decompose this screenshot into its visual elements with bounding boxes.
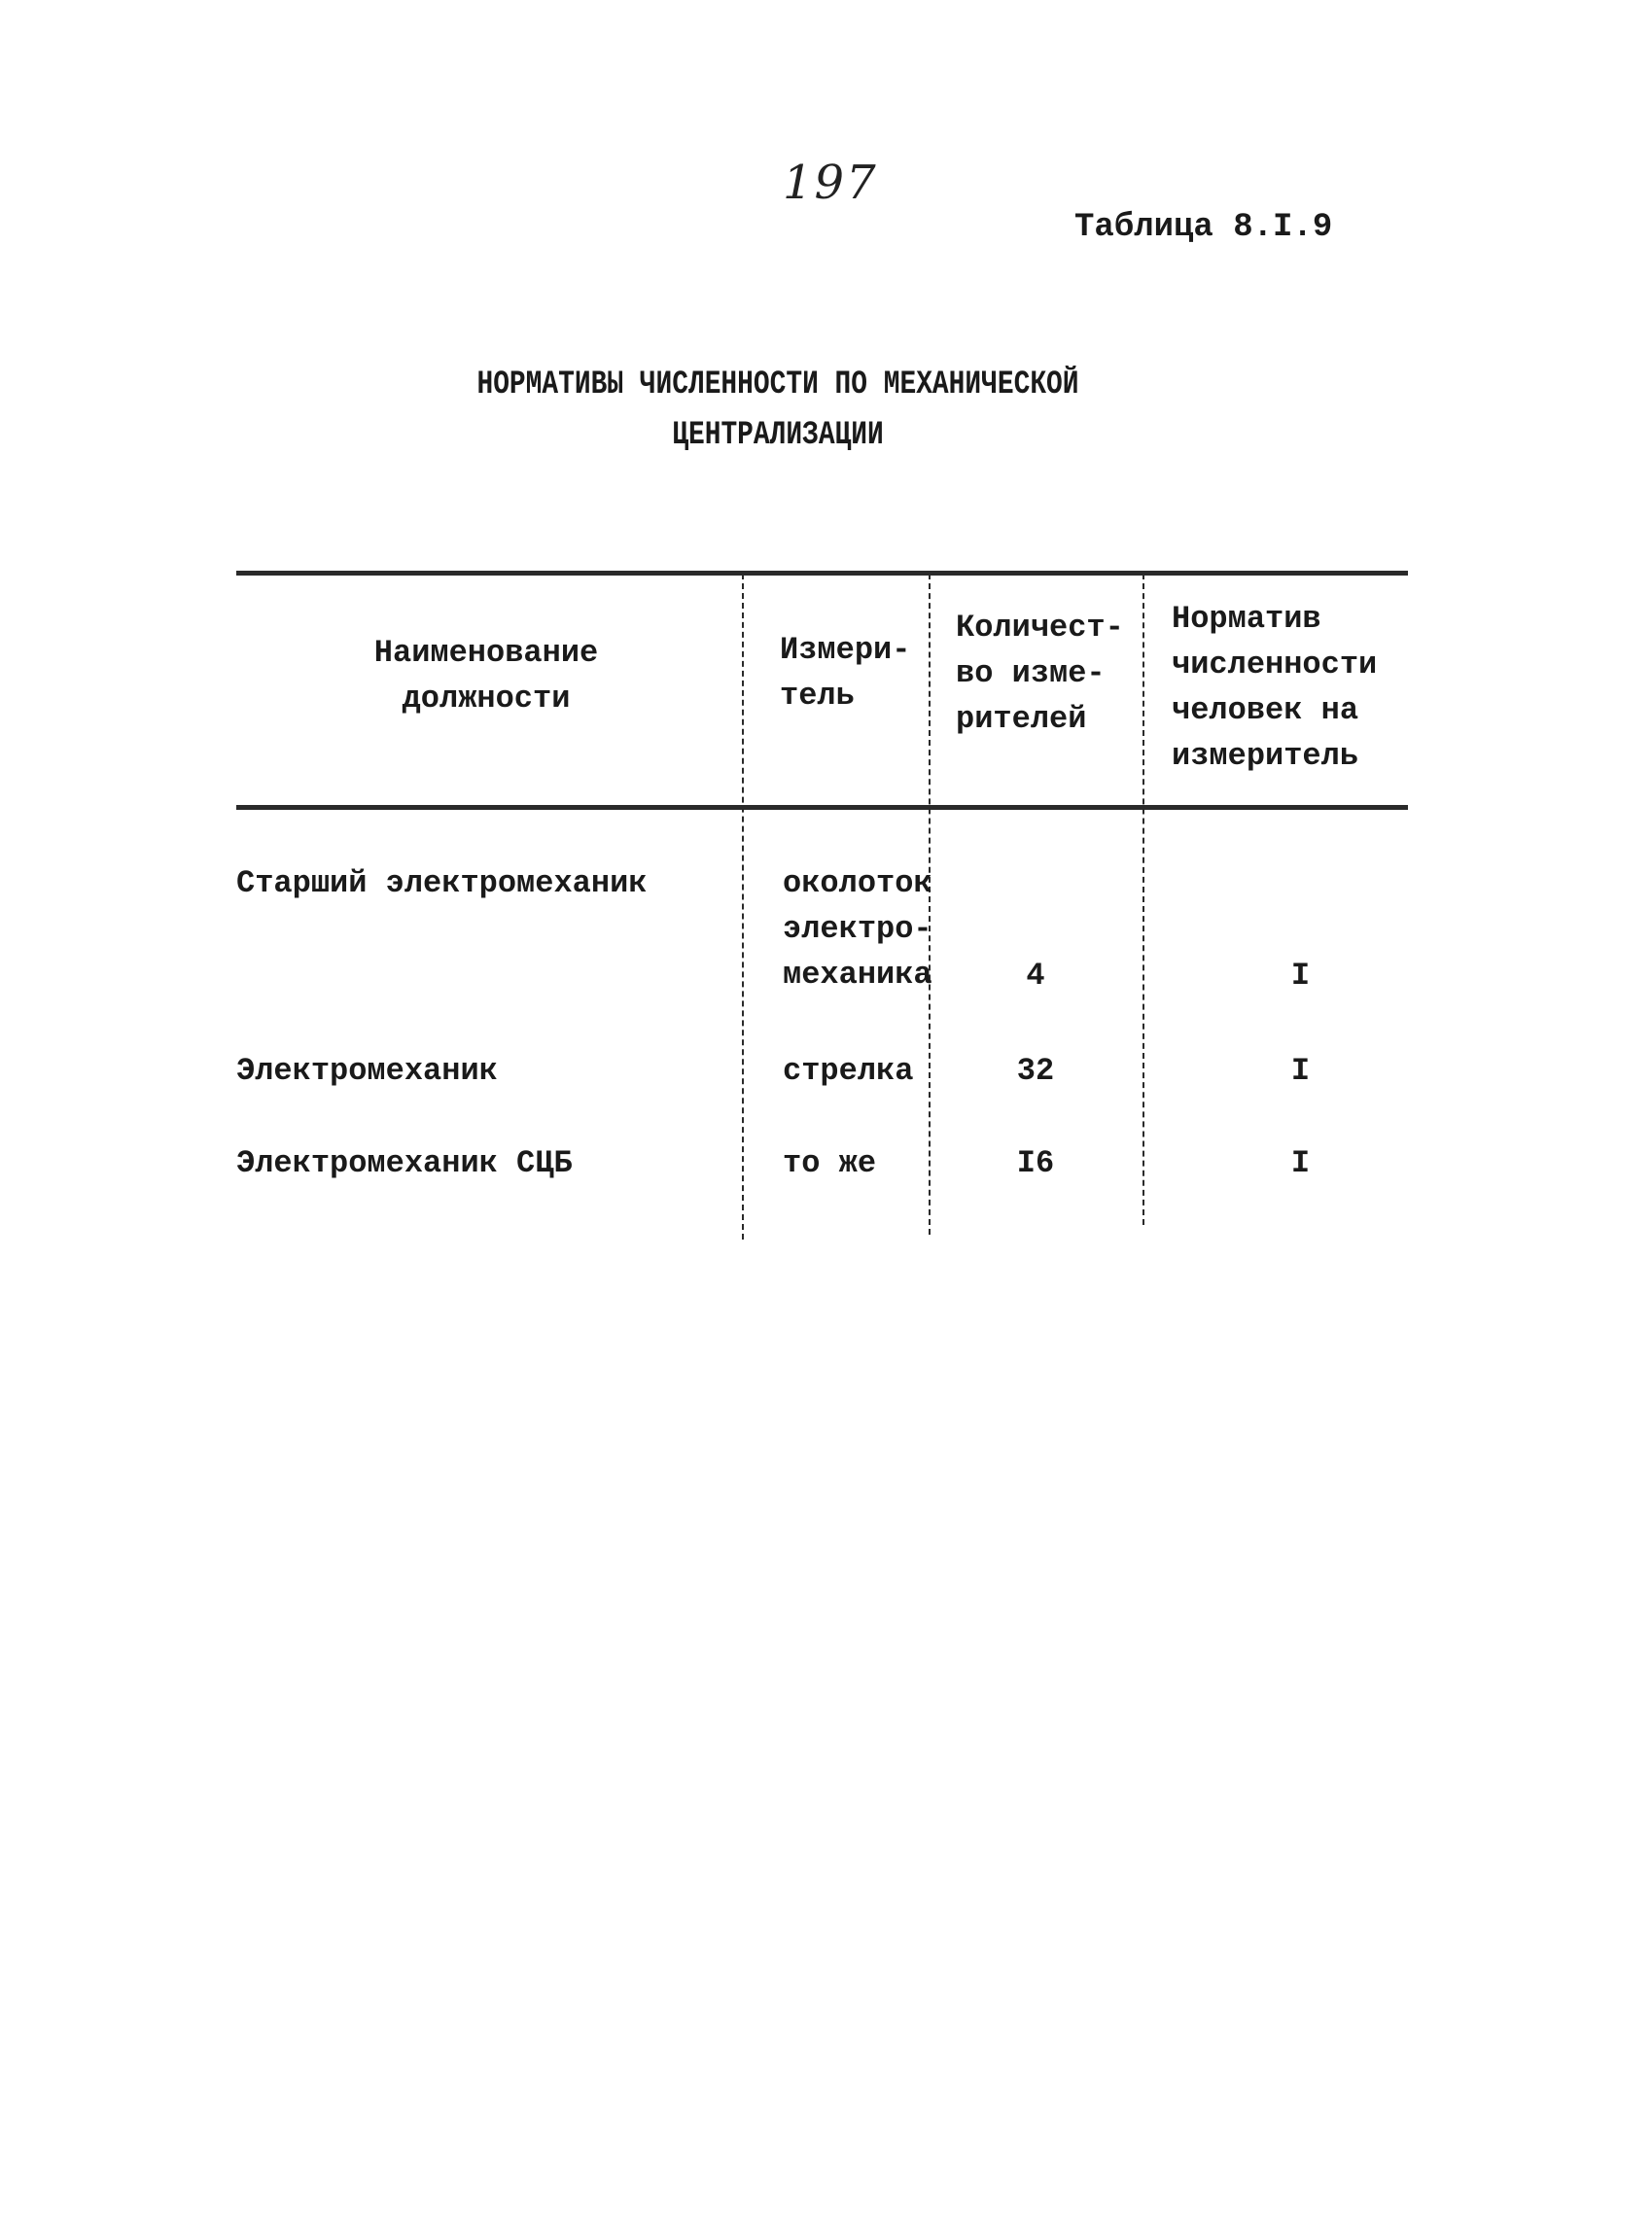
header-line: должности [402,681,571,717]
header-line: Измери- [780,632,911,668]
header-line: рителей [956,701,1087,737]
header-line: Количест- [956,610,1124,646]
header-line: Наименование [373,635,599,671]
row-2-quantity: 32 [1016,1053,1055,1089]
row-3-position: Электромеханик СЦБ [236,1145,573,1181]
row-1-quantity: 4 [1026,958,1045,994]
document-title [379,360,1177,461]
row-2-unit: стрелка [783,1053,914,1089]
column-divider-3 [1142,574,1144,1225]
header-quantity [956,605,1141,742]
row-2-norm: I [1290,1053,1311,1089]
header-position [243,630,729,721]
row-2-position: Электромеханик [236,1053,498,1089]
header-unit [780,627,926,718]
row-3-unit: то же [783,1145,877,1181]
header-line: во изме- [956,655,1106,691]
title-line-2: ЦЕНТРАЛИЗАЦИИ [672,417,884,454]
unit-line: электро- [783,911,932,947]
header-line: тель [780,678,855,714]
row-3-quantity: I6 [1016,1145,1055,1181]
row-1-position: Старший электромеханик [236,865,648,901]
page-number: 197 [783,156,878,210]
column-divider-1 [742,574,744,1240]
table-top-rule [236,571,1408,576]
header-line: численности [1172,647,1378,682]
header-line: человек на [1172,692,1359,728]
header-norm [1172,596,1405,779]
header-line: измеритель [1172,738,1359,774]
row-1-unit [783,860,932,997]
unit-line: механика [783,957,932,993]
title-line-1: НОРМАТИВЫ ЧИСЛЕННОСТИ ПО МЕХАНИЧЕСКОЙ [476,367,1079,403]
table-label: Таблица 8.I.9 [1074,209,1333,246]
row-1-norm: I [1290,958,1311,994]
header-line: Норматив [1172,601,1321,637]
row-3-norm: I [1290,1145,1311,1181]
unit-line: околоток [783,865,932,901]
table-header-rule [236,805,1408,810]
